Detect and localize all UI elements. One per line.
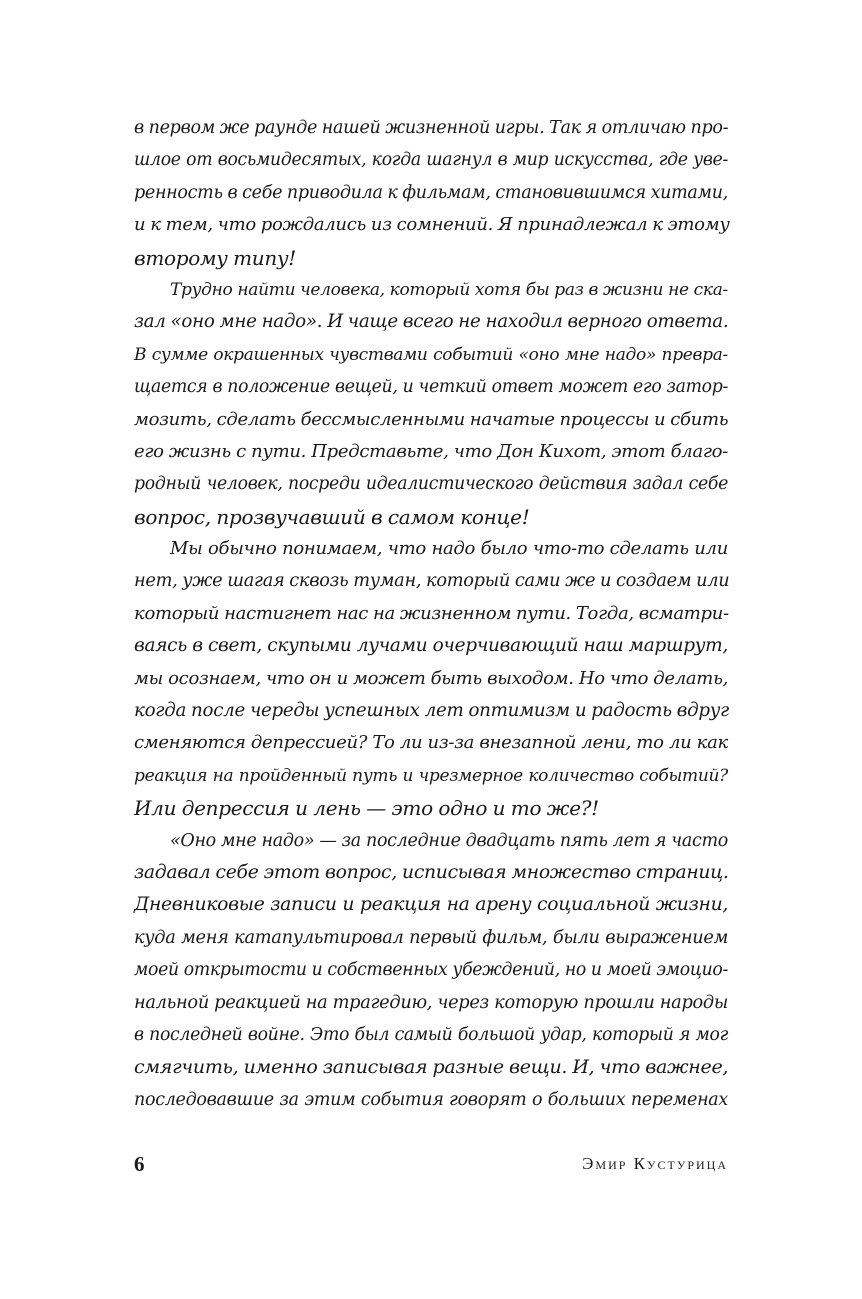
text-line: вопрос, прозвучавший в самом конце! <box>134 504 530 529</box>
page-footer <box>134 1152 728 1182</box>
text-line: второму типу! <box>134 245 296 270</box>
text-line: Или депрессия и лень — это одно и то же?! <box>134 796 599 821</box>
text-line: в последней войне. Это был самый большой удар, который я мог <box>134 1024 728 1045</box>
body-text <box>134 112 728 1116</box>
text-line: нет, уже шагая сквозь туман, который сами же и создаем или <box>134 571 730 592</box>
text-line: его жизнь с пути. Представьте, что Дон Кихот, этот благо- <box>134 440 728 462</box>
text-line: мы осознаем, что он и может быть выходом. Но что делать, <box>134 667 728 689</box>
text-line: Дневниковые записи и реакция на арену социальной жизни, <box>134 894 728 916</box>
text-line: когда после череды успешных лет оптимизм и радость вдруг <box>134 700 729 722</box>
text-line: моей открытости и собственных убеждений, но и моей эмоцио- <box>134 960 728 981</box>
text-line: щается в положение вещей, и четкий ответ может его затор- <box>134 377 728 398</box>
paragraph-start-line: Мы обычно понимаем, что надо было что-то сделать или <box>170 538 728 560</box>
running-head-author: Эмир Кустурица <box>582 1154 728 1173</box>
text-line: в первом же раунде нашей жизненной игры. Так я отличаю про- <box>134 118 729 138</box>
text-line: сменяются депрессией? То ли из-за внезапной лени, то ли как <box>134 732 728 754</box>
text-line: ваясь в свет, скупыми лучами очерчивающий наш маршрут, <box>134 635 728 657</box>
text-line: куда меня катапультировал первый фильм, были выражением <box>134 927 728 948</box>
text-line: В сумме окрашенных чувствами событий «оно мне надо» превра- <box>134 344 728 365</box>
text-line: мозить, сделать бессмысленными начатые процессы и сбить <box>134 408 729 430</box>
text-line: смягчить, именно записывая разные вещи. И, что важнее, <box>134 1056 729 1079</box>
text-line: ренность в себе приводила к фильмам, становившимся хитами, <box>134 182 728 203</box>
text-line: родный человек, посреди идеалистического действия задал себе <box>134 474 728 495</box>
text-line: реакция на пройденный путь и чрезмерное количество событий? <box>134 765 728 786</box>
text-line: который настигнет нас на жизненном пути. Тогда, всматри- <box>134 602 729 624</box>
page-number: 6 <box>134 1152 145 1176</box>
text-line: и к тем, что рождались из сомнений. Я принадлежал к этому <box>134 214 730 236</box>
paragraph-start-line: «Оно мне надо» — за последние двадцать пять лет я часто <box>170 830 728 851</box>
text-line: нальной реакцией на трагедию, через которую прошли народы <box>134 992 728 1013</box>
text-line: последовавшие за этим события говорят о больших переменах <box>134 1089 728 1110</box>
text-line: шлое от восьмидесятых, когда шагнул в мир искусства, где уве- <box>134 150 728 171</box>
paragraph-start-line: Трудно найти человека, который хотя бы раз в жизни не ска- <box>170 279 728 300</box>
text-line: задавал себе этот вопрос, исписывая множество страниц. <box>134 861 729 883</box>
text-line: зал «оно мне надо». И чаще всего не находил верного ответа. <box>134 311 729 333</box>
